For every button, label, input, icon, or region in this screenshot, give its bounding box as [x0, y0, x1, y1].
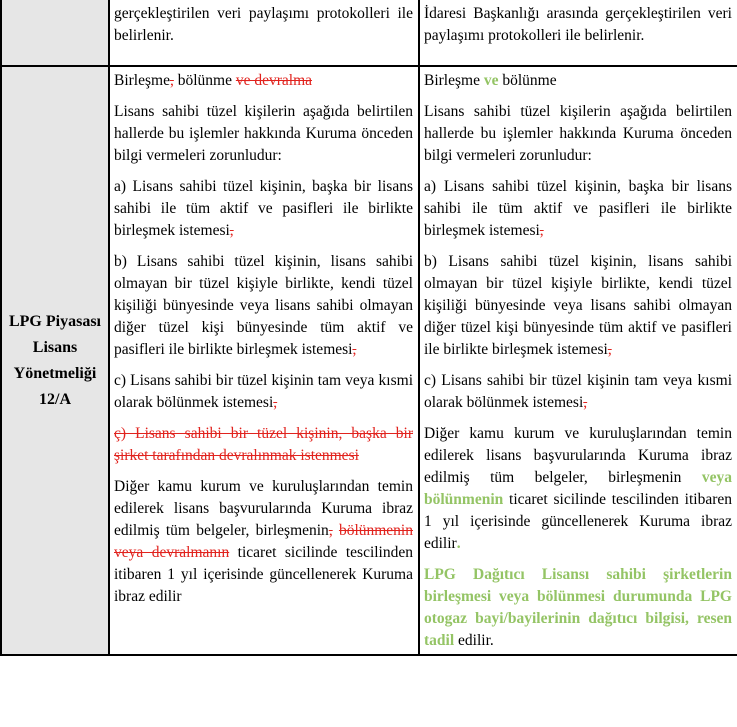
text-run: Diğer kamu kurum ve kuruluşlarından temin edilerek lisans başvurularında Kuruma ibraz edilmiş tüm belgeler, birleşmenin [424, 425, 732, 486]
regulation-reference-cell: LPG Piyasası Lisans Yönetmeliği 12/A [1, 66, 109, 655]
paragraph [114, 176, 413, 242]
text-run: Lisans sahibi tüzel kişilerin aşağıda belirtilen hallerde bu işlemler hakkında Kuruma önceden bilgi vermeleri zorunludur: [114, 103, 413, 164]
inserted-text-run: ve [483, 72, 499, 89]
inserted-text-run: . [456, 535, 461, 552]
deleted-text-run: , [539, 222, 544, 239]
text-run: edilir. [454, 632, 494, 649]
text-run: Lisans sahibi tüzel kişilerin aşağıda belirtilen hallerde bu işlemler hakkında Kuruma önceden bilgi vermeleri zorunludur: [424, 103, 732, 164]
deleted-text-run: , [328, 522, 333, 539]
deleted-text-run: , [352, 341, 357, 358]
table-row [1, 66, 737, 655]
text-run: ticaret sicilinde tescilinden itibaren 1 yıl içerisinde güncellenerek Kuruma ibraz edilir [114, 544, 413, 605]
regulation-reference-cell [1, 0, 109, 66]
paragraph [114, 101, 413, 167]
text-run: bölünme [173, 72, 236, 89]
text-run: Birleşme [424, 72, 484, 89]
old-text-cell [109, 66, 419, 655]
paragraph [424, 3, 732, 47]
paragraph [114, 370, 413, 414]
text-run: a) Lisans sahibi tüzel kişinin, başka bir lisans sahibi ile tüm aktif ve pasifleri ile birlikte birleşmek istemesi [114, 178, 413, 239]
text-run: b) Lisans sahibi tüzel kişinin, lisans sahibi olmayan bir tüzel kişiyle birlikte, kendi tüzel kişiliği bünyesinde veya lisans sahibi olmayan diğer tüzel kişi bünyesinde tüm aktif ve pasifleri ile birlikte birleşmek istemesi [424, 253, 732, 358]
paragraph [114, 251, 413, 361]
text-run: bölünme [498, 72, 557, 89]
deleted-text-run: ç) Lisans sahibi bir tüzel kişinin, başka bir şirket tarafından devralınmak istenmesi [114, 425, 413, 464]
text-run: a) Lisans sahibi tüzel kişinin, başka bir lisans sahibi ile tüm aktif ve pasifleri ile birlikte birleşmek istemesi [424, 178, 732, 239]
new-text-cell [419, 66, 737, 655]
deleted-text-run: , [583, 394, 588, 411]
text-run: c) Lisans sahibi bir tüzel kişinin tam veya kısmi olarak bölünmek istemesi [114, 372, 413, 411]
text-run: ticaret sicilinde tescilinden itibaren 1 yıl içerisinde güncellenerek Kuruma ibraz edilir [424, 491, 732, 552]
paragraph [424, 101, 732, 167]
paragraph [424, 251, 732, 361]
deleted-text-run: , [229, 222, 234, 239]
paragraph [424, 423, 732, 555]
paragraph [114, 3, 413, 47]
inserted-text-run: veya bölünmenin [424, 469, 732, 508]
table-row [1, 0, 737, 66]
text-run: gerçekleştirilen veri paylaşımı protokolleri ile belirlenir. [114, 5, 413, 44]
deleted-text-run: , [169, 72, 174, 89]
deleted-text-run: , [273, 394, 278, 411]
old-text-cell [109, 0, 419, 66]
inserted-text-run: LPG Dağıtıcı Lisansı sahibi şirketlerin birleşmesi veya bölünmesi durumunda LPG otogaz bayi/bayilerinin dağıtıcı bilgisi, resen tadil [424, 566, 732, 649]
text-run: b) Lisans sahibi tüzel kişinin, lisans sahibi olmayan bir tüzel kişiyle birlikte, kendi tüzel kişiliği bünyesinde veya lisans sahibi olmayan diğer tüzel kişi bünyesinde tüm aktif ve pasifleri ile birlikte birleşmek istemesi [114, 253, 413, 358]
paragraph [114, 476, 413, 608]
paragraph [424, 176, 732, 242]
paragraph [114, 423, 413, 467]
text-run: Diğer kamu kurum ve kuruluşlarından temin edilerek lisans başvurularında Kuruma ibraz edilmiş tüm belgeler, birleşmenin [114, 478, 413, 539]
text-run: İdaresi Başkanlığı arasında gerçekleştirilen veri paylaşımı protokolleri ile belirlenir. [424, 5, 732, 44]
deleted-text-run: bölünmenin veya devralmanın [114, 522, 413, 561]
text-run: Birleşme [114, 72, 170, 89]
paragraph [424, 370, 732, 414]
paragraph [424, 564, 732, 652]
text-run: c) Lisans sahibi bir tüzel kişinin tam veya kısmi olarak bölünmek istemesi [424, 372, 732, 411]
new-text-cell [419, 0, 737, 66]
paragraph [424, 70, 732, 92]
deleted-text-run: ve devralma [235, 72, 313, 89]
deleted-text-run: , [607, 341, 612, 358]
paragraph [114, 70, 413, 92]
